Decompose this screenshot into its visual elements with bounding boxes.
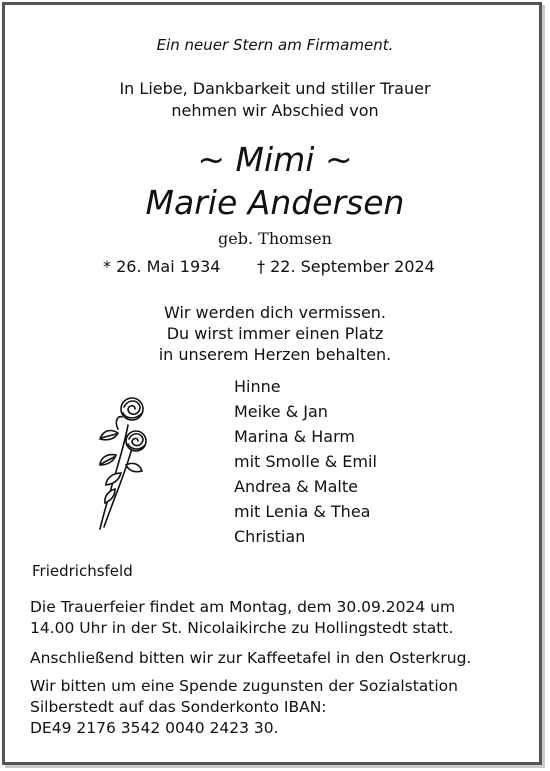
mourners-list [234, 374, 377, 549]
maiden-name: geb. Thomsen [218, 229, 332, 248]
death-date: † 22. September 2024 [257, 257, 435, 276]
intro-line: In Liebe, Dankbarkeit und stiller Trauer [119, 79, 431, 98]
place-name: Friedrichsfeld [32, 562, 133, 580]
reception-notice [30, 648, 525, 669]
mourner-name: Christian [234, 527, 306, 546]
mourner-name: mit Lenia & Thea [234, 502, 371, 521]
notice-line: Wir bitten um eine Spende zugunsten der Sozialstation [30, 677, 458, 695]
rose-illustration [88, 393, 160, 533]
notice-line: DE49 2176 3542 0040 2423 30. [30, 719, 279, 737]
notice-line: Anschließend bitten wir zur Kaffeetafel in den Osterkrug. [30, 649, 472, 667]
donation-notice [30, 676, 525, 739]
mourner-name: Andrea & Malte [234, 477, 358, 496]
notice-line: 14.00 Uhr in der St. Nicolaikirche zu Hollingstedt statt. [30, 619, 454, 637]
intro-line: nehmen wir Abschied von [171, 101, 379, 120]
deceased-name: Marie Andersen [145, 183, 405, 222]
funeral-service-notice [30, 597, 525, 639]
verse-line: Du wirst immer einen Platz [166, 324, 384, 343]
notice-line: Silberstedt auf das Sonderkonto IBAN: [30, 698, 327, 716]
verse-line: in unserem Herzen behalten. [158, 345, 392, 364]
verse-line: Wir werden dich vermissen. [163, 303, 387, 322]
memorial-verse [0, 302, 550, 365]
mourner-name: mit Smolle & Emil [234, 452, 377, 471]
deceased-nickname: ~ Mimi ~ [197, 140, 353, 179]
notice-line: Die Trauerfeier findet am Montag, dem 30.09.2024 um [30, 598, 456, 616]
mourner-name: Hinne [234, 377, 281, 396]
mourner-name: Meike & Jan [234, 402, 328, 421]
birth-date: * 26. Mai 1934 [103, 257, 221, 276]
mourner-name: Marina & Harm [234, 427, 355, 446]
intro-text [0, 78, 550, 122]
motto-line: Ein neuer Stern am Firmament. [156, 36, 394, 54]
